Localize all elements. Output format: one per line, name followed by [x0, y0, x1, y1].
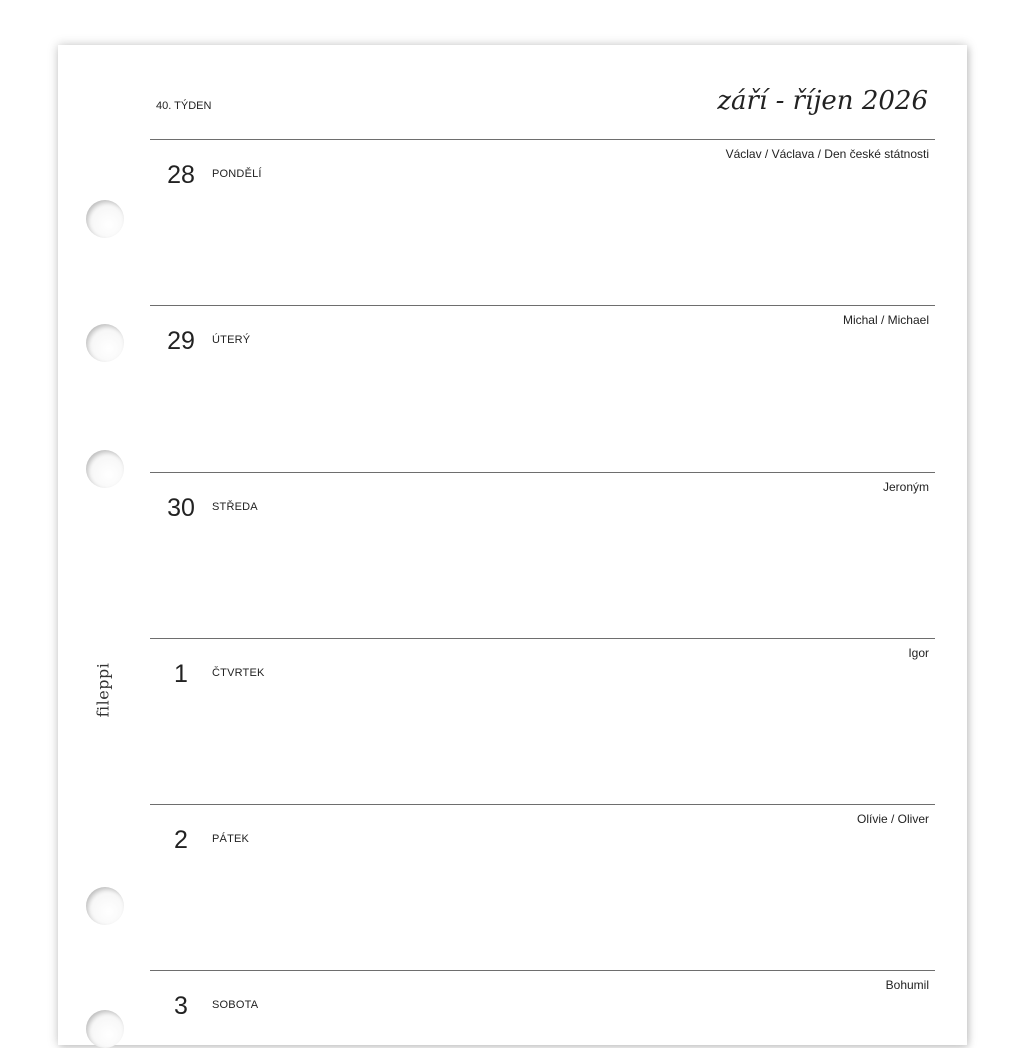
day-number: 1	[174, 660, 188, 688]
day-number: 29	[167, 327, 195, 355]
day-name: ÚTERÝ	[212, 334, 251, 346]
day-name: STŘEDA	[212, 501, 258, 513]
day-number: 30	[167, 494, 195, 522]
day-name: SOBOTA	[212, 999, 259, 1011]
binder-hole	[86, 200, 124, 238]
binder-hole	[86, 324, 124, 362]
brand-logo: fileppi	[93, 662, 113, 718]
nameday-label: Václav / Václava / Den české státnosti	[725, 147, 929, 161]
day-section-monday[interactable]	[150, 139, 935, 306]
day-name: PONDĚLÍ	[212, 168, 262, 180]
nameday-label: Michal / Michael	[842, 313, 929, 327]
day-section-friday[interactable]	[150, 804, 935, 971]
binder-hole	[86, 887, 124, 925]
day-section-tuesday[interactable]	[150, 305, 935, 472]
day-number: 2	[174, 826, 188, 854]
day-number: 28	[167, 161, 195, 189]
nameday-label: Jeroným	[882, 480, 929, 494]
day-section-wednesday[interactable]	[150, 472, 935, 639]
day-name: ČTVRTEK	[212, 667, 265, 679]
nameday-label: Igor	[908, 646, 929, 660]
day-name: PÁTEK	[212, 833, 250, 845]
binder-hole	[86, 1010, 124, 1048]
page-title: září - říjen 2026	[717, 86, 928, 116]
day-section-thursday[interactable]	[150, 638, 935, 805]
day-number: 3	[174, 992, 188, 1020]
binder-hole	[86, 450, 124, 488]
nameday-label: Olívie / Oliver	[856, 812, 929, 826]
nameday-label: Bohumil	[885, 978, 929, 992]
day-section-saturday[interactable]	[150, 970, 935, 1025]
week-number: 40. TÝDEN	[156, 100, 212, 112]
